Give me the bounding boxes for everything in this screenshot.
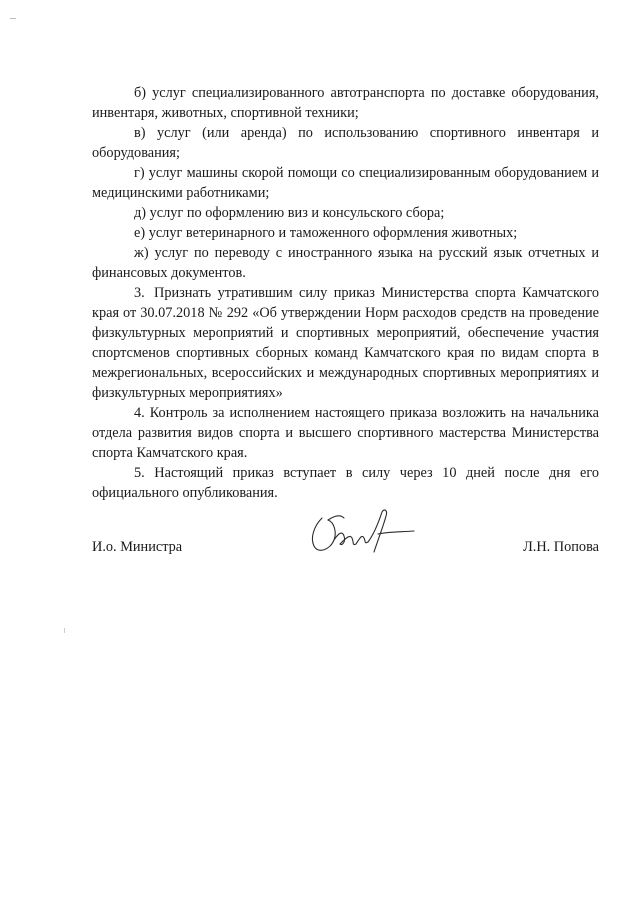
paragraph-text: Настоящий приказ вступает в силу через 10 дней после дня его официального опубликования. [92,465,600,501]
paragraph-text: Признать утратившим силу приказ Министерства спорта Камчатского края от 30.07.2018 № 292 «Об утверждении Норм расходов средств на проведение физкультурных мероприятий и спортивных мероприятий, обеспечение участия спортсменов спортивных сборных команд Камчатского края по видам спорта в межрегиональных, всероссийских и международных спортивных мероприятиях и физкультурных мероприятиях» [92,285,599,401]
signature-row [92,534,599,564]
item-text: услуг по переводу с иностранного языка на русский язык отчетных и финансовых документов. [92,245,600,281]
handwritten-signature [304,504,429,560]
item-g [92,163,599,203]
scan-mark [64,628,65,633]
paragraph-number: 5. [134,465,145,481]
paragraph-3 [92,283,599,403]
item-number: б) [134,85,147,101]
item-text: услуг специализированного автотранспорта по доставке оборудования, инвентаря, животных, спортивной техники; [92,85,599,121]
item-number: г) [134,165,145,181]
paragraph-number: 4. [134,405,145,421]
item-zh [92,243,599,283]
item-b [92,83,599,123]
item-d [92,203,599,223]
item-v [92,123,599,163]
document-body [92,83,599,503]
item-text: услуг машины скорой помощи со специализированным оборудованием и медицинскими работниками; [92,165,599,201]
item-number: ж) [134,245,149,261]
paragraph-number: 3. [134,285,145,301]
item-number: е) [134,225,146,241]
paragraph-4 [92,403,599,463]
item-text: услуг (или аренда) по использованию спортивного инвентаря и оборудования; [92,125,600,161]
paragraph-5 [92,463,599,503]
item-number: д) [134,205,147,221]
item-number: в) [134,125,146,141]
paragraph-text: Контроль за исполнением настоящего приказа возложить на начальника отдела развития видов спорта и высшего спортивного мастерства Министерства спорта Камчатского края. [92,405,599,461]
signer-name: Л.Н. Попова [523,539,599,555]
item-text: услуг ветеринарного и таможенного оформления животных; [148,225,518,241]
item-e [92,223,599,243]
signer-role: И.о. Министра [92,539,183,555]
item-text: услуг по оформлению виз и консульского сбора; [149,205,445,221]
scan-mark [10,18,16,19]
